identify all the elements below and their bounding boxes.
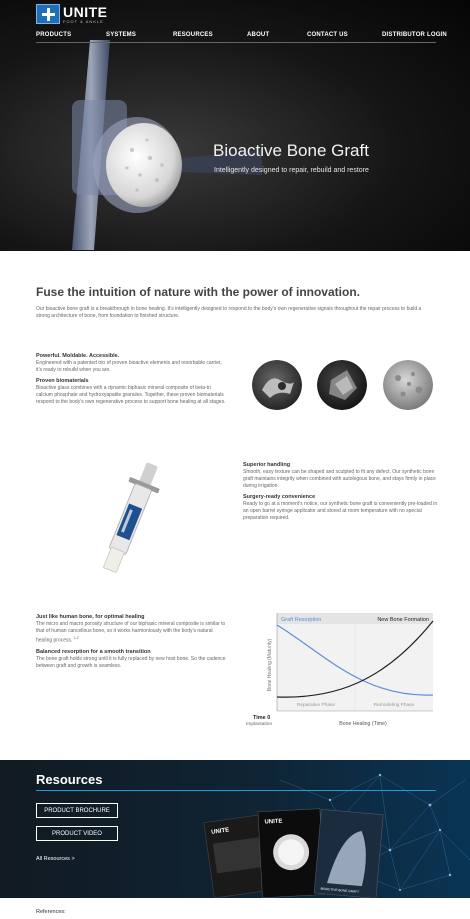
section3-heading2: Balanced resorption for a smooth transition	[36, 648, 151, 655]
graph-y-label: Bone Healing (Maturity)	[267, 638, 273, 692]
graph-label-formation: New Bone Formation	[377, 617, 429, 623]
brochure-3-caption: BIOACTIVE BONE GRAFT	[320, 886, 360, 894]
intro-text: Our bioactive bone graft is a breakthrough in bone healing. It’s intelligently designed to respond to the body’s own regenerative signals throughout the repair process to build a strong architecture of bone, from foundation to finished structure.	[36, 306, 422, 319]
graph-phase-reparative: Reparative Phase	[296, 703, 336, 708]
granule-image-3	[383, 360, 433, 410]
resources-section	[0, 760, 470, 898]
intro-title: Fuse the intuition of nature with the power of innovation.	[36, 285, 360, 299]
section3-text1-wrap	[36, 621, 230, 645]
nav-item-resources[interactable]: RESOURCES	[173, 32, 213, 38]
biomaterials-section	[36, 353, 226, 410]
hero-banner	[0, 0, 470, 251]
nav-item-contact-us[interactable]: CONTACT US	[307, 32, 348, 38]
nav-item-about[interactable]: ABOUT	[247, 32, 270, 38]
section1-heading1: Powerful. Moldable. Accessible.	[36, 353, 120, 359]
granule-image-1	[252, 360, 302, 410]
main-nav	[36, 32, 447, 41]
graph-implantation: Implantation	[246, 722, 273, 727]
nav-item-products[interactable]: PRODUCTS	[36, 32, 72, 38]
section3-text1: The micro and macro porosity structure of our biphasic mineral composite is similar to that of human cancellous bone, so it works harmoniously with the body’s natural healing process.	[36, 621, 226, 644]
section2-text2: Ready to go at a moment’s notice, our synthetic bone graft is conveniently pre-loaded in an open barrel syringe applicator and stored at room temperature with no special preparation required.	[243, 501, 438, 521]
medline-badge-icon	[36, 4, 60, 24]
bone-healing-graph	[243, 613, 443, 731]
hero-subtitle: Intelligently designed to repair, rebuild and restore	[214, 167, 369, 174]
graph-time-zero: Time 0	[253, 715, 271, 721]
section3-heading1: Just like human bone, for optimal healing	[36, 614, 145, 620]
brand-subtitle: FOOT & ANKLE	[63, 18, 104, 24]
product-brochure-button[interactable]: PRODUCT BROCHURE	[36, 803, 118, 818]
nav-item-systems[interactable]: SYSTEMS	[106, 32, 137, 38]
resources-title: Resources	[36, 772, 103, 787]
brochure-2-brand: UNITE	[264, 818, 283, 826]
graph-label-resorption: Graft Resorption	[281, 617, 322, 623]
all-resources-link[interactable]: All Resources >	[36, 856, 75, 862]
brochure-stack-image[interactable]	[200, 790, 400, 898]
graph-x-label: Bone Healing (Time)	[339, 721, 387, 727]
section3-text2: The bone graft holds strong until it is fully replaced by new host bone. So the cadence between graft and growth is seamless.	[36, 655, 226, 669]
nav-divider	[36, 42, 436, 43]
section1-text2: Bioactive glass combines with a dynamic biphasic mineral composite of beta-tri calcium phosphate and hydroxyapatite granules. Together, these proven biomaterials respond to the body’s own regenerative process to support bone healing at all stages.	[36, 385, 226, 405]
granule-image-2	[317, 360, 367, 410]
brand-name: UNITE	[63, 3, 108, 20]
graph-phase-remodeling: Remodeling Phase	[373, 703, 415, 708]
unite-logo[interactable]	[36, 4, 108, 24]
section3-footnote-ref: 1,2	[73, 636, 79, 640]
hero-title: Bioactive Bone Graft	[213, 141, 369, 160]
handling-section	[243, 462, 438, 526]
nav-item-distributor-login[interactable]: DISTRIBUTOR LOGIN	[382, 32, 447, 38]
section2-heading2: Surgery-ready convenience	[243, 494, 316, 500]
product-video-button[interactable]: PRODUCT VIDEO	[36, 826, 118, 841]
section1-text1: Engineered with a patented trio of proven bioactive elements and resorbable carrier, it’s ready to rebuild when you are.	[36, 360, 222, 373]
section2-heading1: Superior handling	[243, 462, 291, 468]
healing-section	[36, 614, 230, 674]
section2-text1: Smooth, easy texture can be shaped and sculpted to fit any defect. Our synthetic bone graft maintains integrity when combined with autologous bone, and stays firmly in place during irrigation.	[243, 469, 436, 489]
syringe-applicator-image	[90, 460, 170, 580]
section1-heading2: Proven biomaterials	[36, 378, 89, 384]
brochure-1-brand: UNITE	[210, 827, 230, 836]
references-label: References:	[36, 909, 66, 915]
